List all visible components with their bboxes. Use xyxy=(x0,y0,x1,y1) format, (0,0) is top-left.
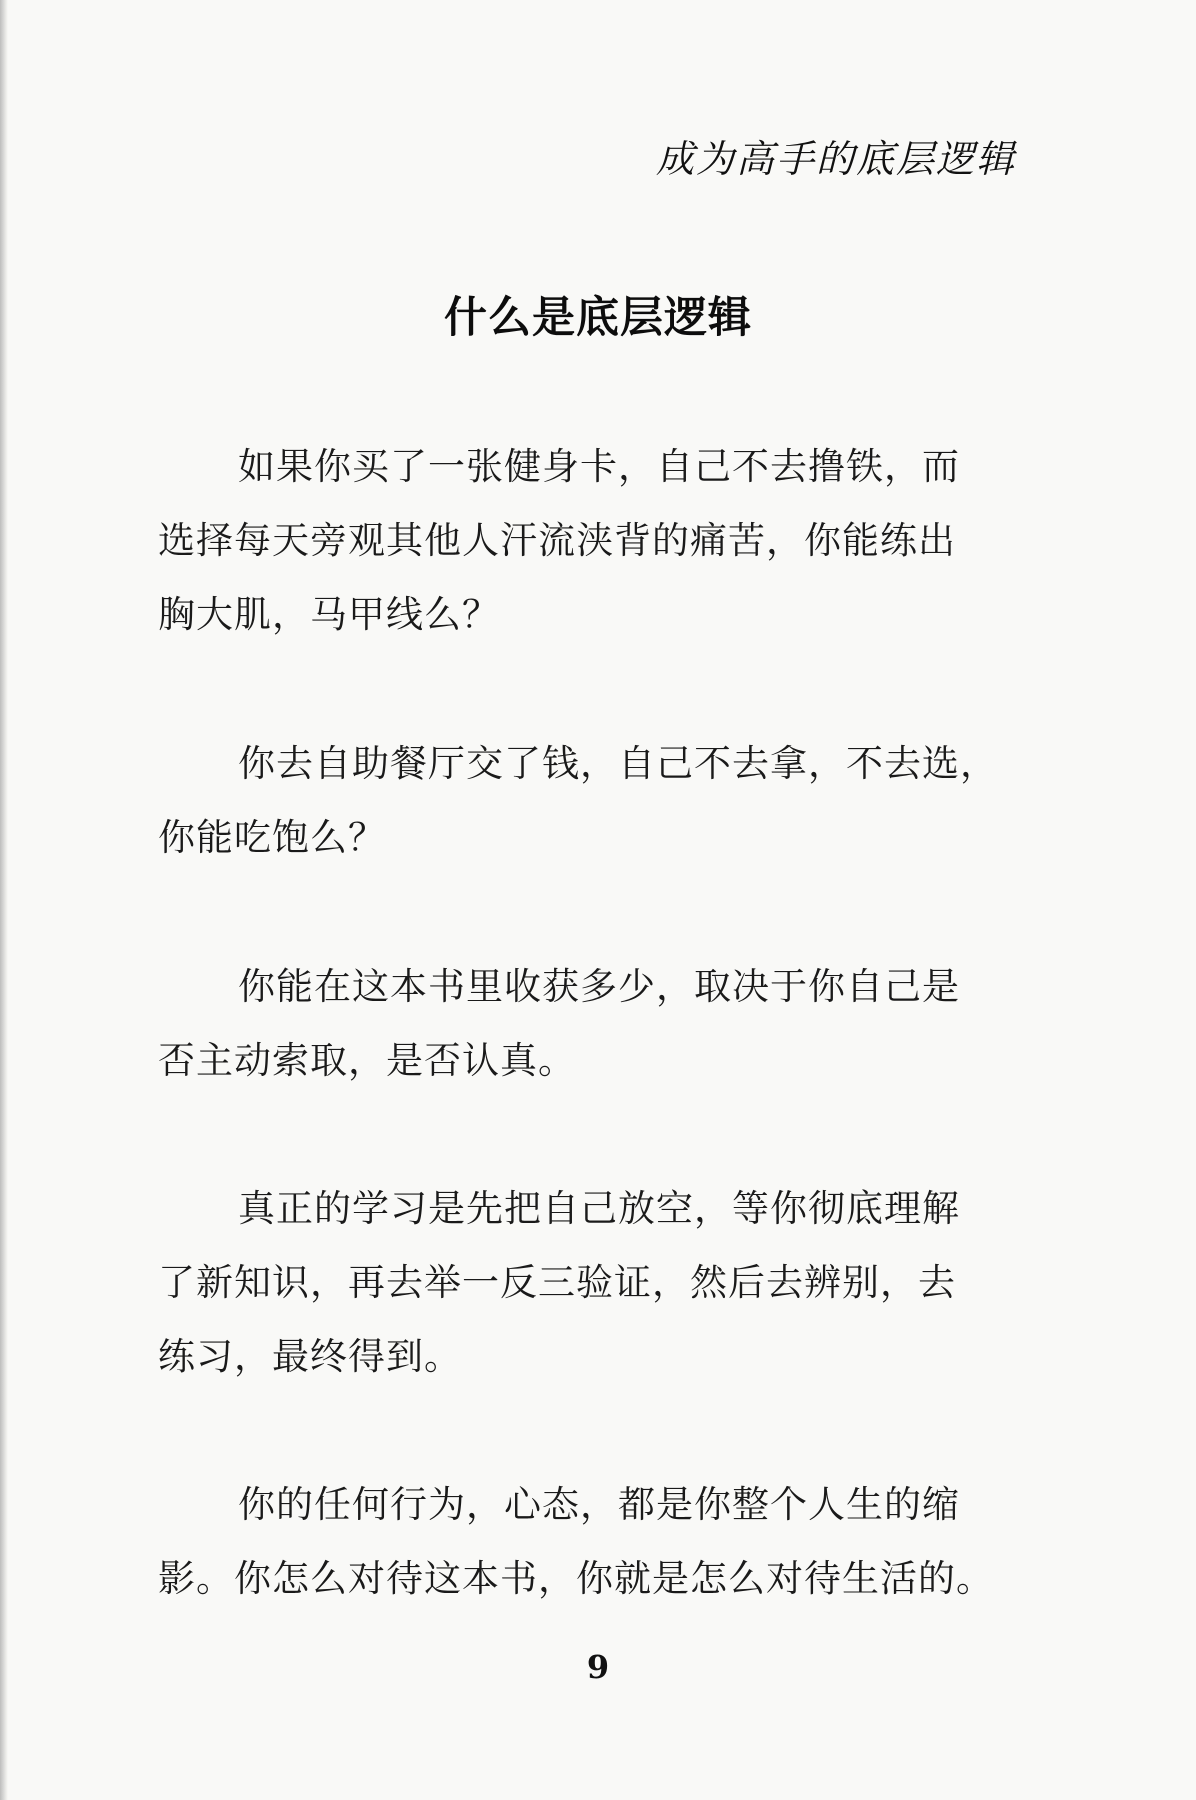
paragraph-line: 如果你买了一张健身卡，自己不去撸铁，而 xyxy=(238,445,960,488)
page-number: 9 xyxy=(586,1648,610,1686)
paragraph-line: 了新知识，再去举一反三验证，然后去辨别，去 xyxy=(158,1261,956,1304)
paragraph-1 xyxy=(158,430,1058,652)
chapter-title: 什么是底层逻辑 xyxy=(444,293,752,343)
paragraph-line: 你去自助餐厅交了钱，自己不去拿，不去选， xyxy=(238,742,998,785)
paragraph-line: 你的任何行为，心态，都是你整个人生的缩 xyxy=(238,1483,960,1526)
running-header: 成为高手的底层逻辑 xyxy=(655,137,1016,181)
paragraph-2 xyxy=(158,727,1058,875)
paragraph-line: 练习，最终得到。 xyxy=(158,1335,462,1378)
paragraph-line: 影。你怎么对待这本书，你就是怎么对待生活的。 xyxy=(158,1557,994,1600)
paragraph-5 xyxy=(158,1468,1058,1616)
page-edge-shadow xyxy=(0,0,8,1800)
paragraph-line: 真正的学习是先把自己放空，等你彻底理解 xyxy=(238,1187,960,1230)
paragraph-3 xyxy=(158,950,1058,1098)
paragraph-line: 选择每天旁观其他人汗流浃背的痛苦，你能练出 xyxy=(158,519,956,562)
paragraph-line: 否主动索取，是否认真。 xyxy=(158,1039,576,1082)
paragraph-line: 你能在这本书里收获多少，取决于你自己是 xyxy=(238,965,960,1008)
paragraph-line: 你能吃饱么？ xyxy=(158,816,386,859)
paragraph-line: 胸大肌，马甲线么？ xyxy=(158,593,500,636)
paragraph-4 xyxy=(158,1172,1058,1394)
